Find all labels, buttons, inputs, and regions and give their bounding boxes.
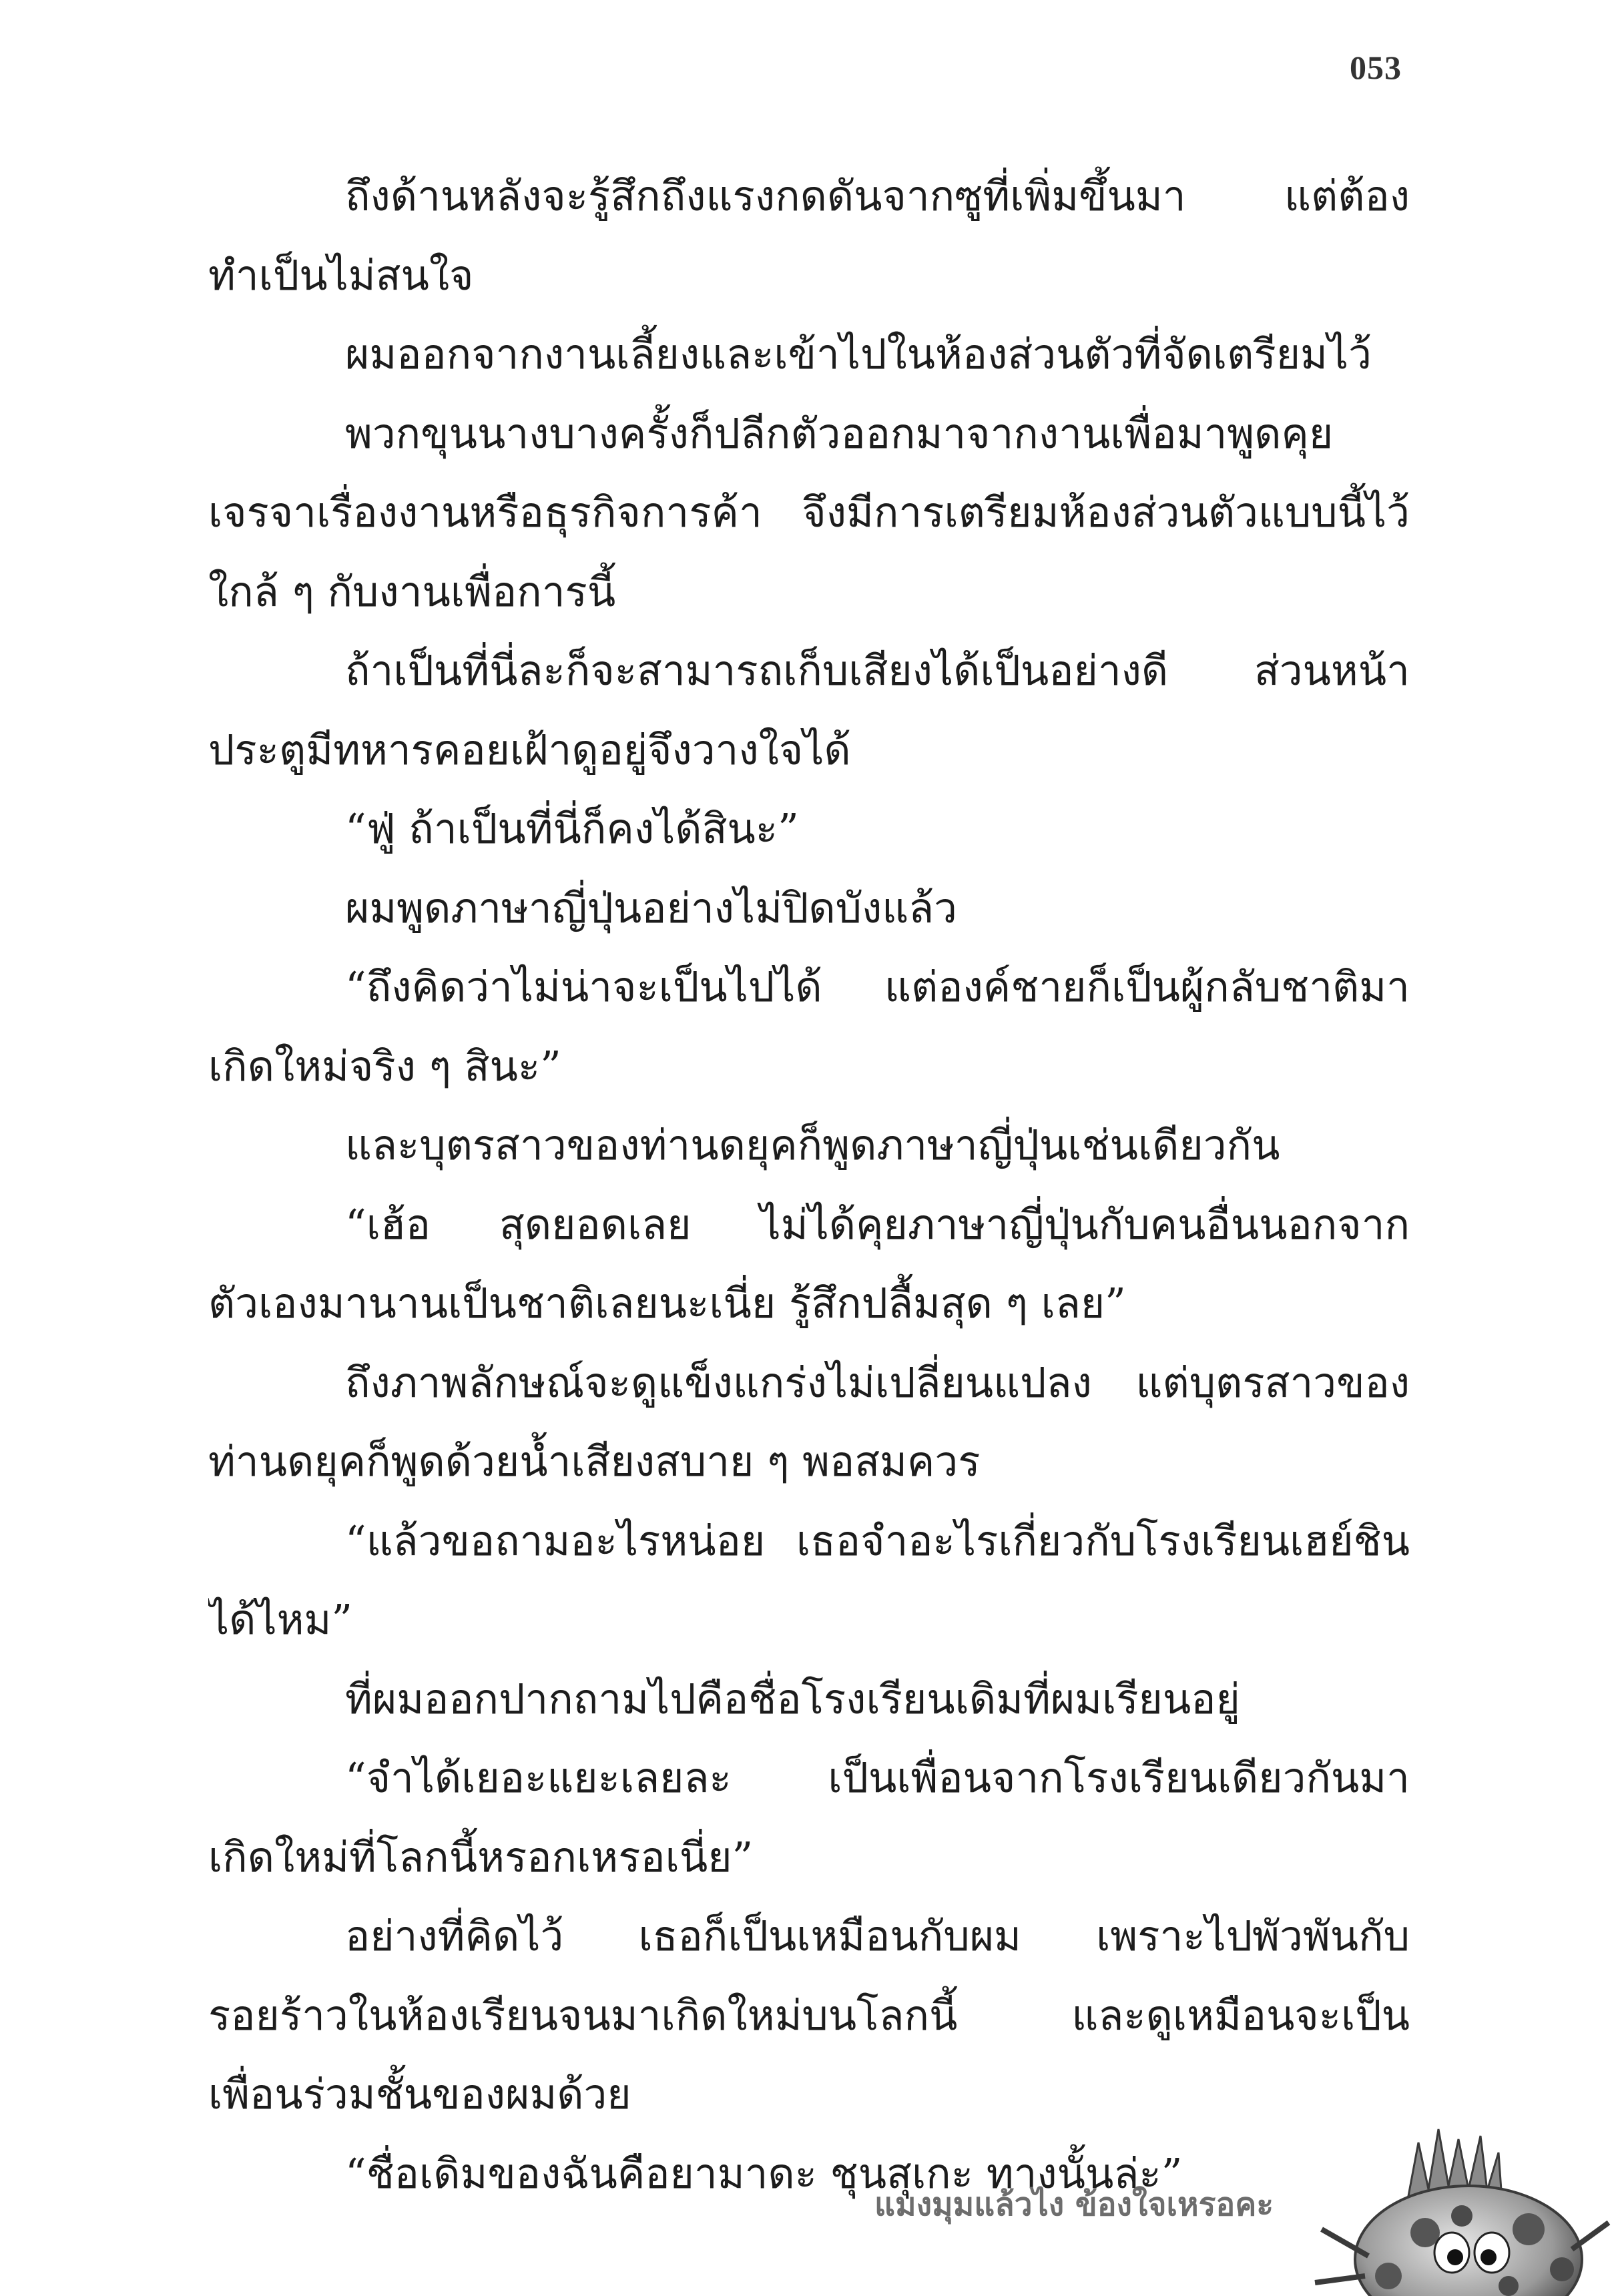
text-line: ผมออกจากงานเลี้ยงและเข้าไปในห้องส่วนตัวที่จัดเตรียมไว้ [345, 330, 1372, 378]
text-line: “ชื่อเดิมของฉันคือยามาดะ ชุนสุเกะ ทางนั้นล่ะ” [345, 2148, 1183, 2198]
text-line: เพื่อนร่วมชั้นของผมด้วย [208, 2070, 631, 2118]
text-line: “แล้วขอถามอะไรหน่อย เธอจำอะไรเกี่ยวกับโรงเรียนเฮย์ชิน [345, 1516, 1410, 1565]
text-line: พวกขุนนางบางครั้งก็ปลีกตัวออกมาจากงานเพื่อมาพูดคุย [345, 408, 1334, 458]
text-line: “จำได้เยอะแยะเลยละ เป็นเพื่อนจากโรงเรียนเดียวกันมา [345, 1753, 1410, 1802]
text-line: ได้ไหม” [208, 1595, 353, 1644]
text-line: ผมพูดภาษาญี่ปุ่นอย่างไม่ปิดบังแล้ว [345, 883, 957, 932]
text-line: ตัวเองมานานเป็นชาติเลยนะเนี่ย รู้สึกปลื้มสุด ๆ เลย” [208, 1279, 1126, 1328]
text-line: เกิดใหม่ที่โลกนี้หรอกเหรอเนี่ย” [208, 1832, 754, 1882]
text-line: ทำเป็นไม่สนใจ [208, 250, 474, 300]
text-line: เกิดใหม่จริง ๆ สินะ” [208, 1041, 561, 1091]
text-line: เจรจาเรื่องงานหรือธุรกิจการค้า จึงมีการเตรียมห้องส่วนตัวแบบนี้ไว้ [208, 488, 1410, 537]
text-line: “เฮ้อ สุดยอดเลย ไม่ได้คุยภาษาญี่ปุ่นกับคนอื่นนอกจาก [345, 1199, 1410, 1249]
text-line: ท่านดยุคก็พูดด้วยน้ำเสียงสบาย ๆ พอสมควร [208, 1437, 981, 1486]
text-line: “ถึงคิดว่าไม่น่าจะเป็นไปได้ แต่องค์ชายก็เป็นผู้กลับชาติมา [345, 962, 1410, 1011]
footer-book-title: แมงมุมแล้วไง ข้องใจเหรอคะ [874, 2186, 1274, 2223]
text-line: ถ้าเป็นที่นี่ละก็จะสามารถเก็บเสียงได้เป็นอย่างดี ส่วนหน้า [345, 646, 1410, 695]
text-line: “ฟู่ ถ้าเป็นที่นี่ก็คงได้สินะ” [345, 804, 799, 853]
text-line: ถึงด้านหลังจะรู้สึกถึงแรงกดดันจากซูที่เพิ่มขึ้นมา แต่ต้อง [345, 172, 1410, 220]
text-line: ใกล้ ๆ กับงานเพื่อการนี้ [208, 567, 616, 616]
text-line: และบุตรสาวของท่านดยุคก็พูดภาษาญี่ปุ่นเช่นเดียวกัน [345, 1121, 1280, 1169]
text-line: ประตูมีทหารคอยเฝ้าดูอยู่จึงวางใจได้ [208, 725, 851, 774]
page-number: 053 [1350, 49, 1402, 86]
spider-mascot-icon [1308, 2116, 1612, 2296]
body-text [208, 157, 1410, 2213]
text-line: ที่ผมออกปากถามไปคือชื่อโรงเรียนเดิมที่ผมเรียนอยู่ [345, 1674, 1240, 1723]
text-line: รอยร้าวในห้องเรียนจนมาเกิดใหม่บนโลกนี้ และดูเหมือนจะเป็น [208, 1990, 1410, 2040]
text-line: ถึงภาพลักษณ์จะดูแข็งแกร่งไม่เปลี่ยนแปลง แต่บุตรสาวของ [345, 1358, 1410, 1407]
text-line: อย่างที่คิดไว้ เธอก็เป็นเหมือนกับผม เพราะไปพัวพันกับ [345, 1912, 1410, 1960]
